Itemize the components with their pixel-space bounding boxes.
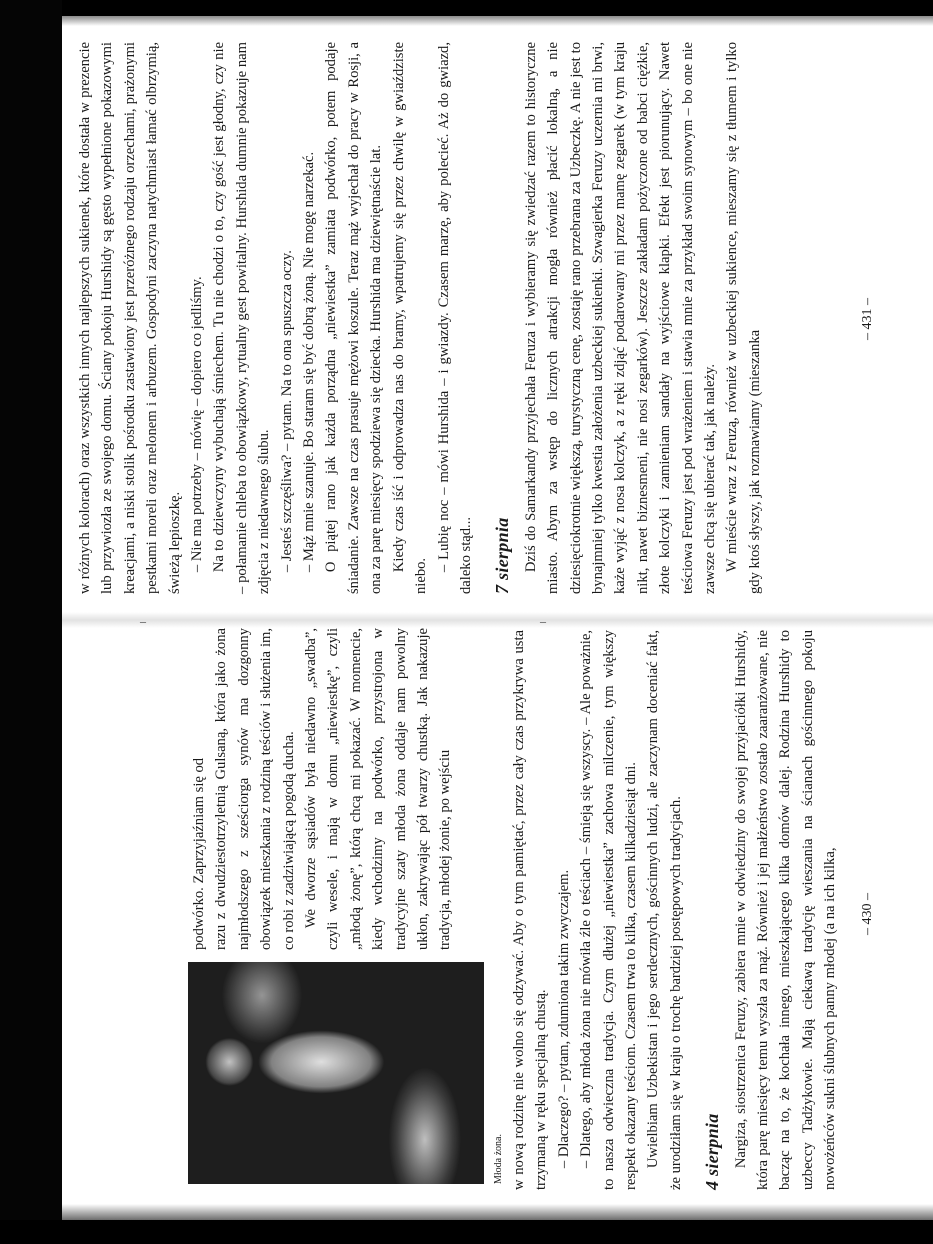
- bride-photo: [188, 962, 484, 1184]
- section-heading: 7 sierpnia: [492, 517, 513, 594]
- paragraph: – Dlatego, aby młoda żona nie mówiła źle o teściach – śmieją się wszyscy. – Ale poważnie, to nasza odwieczna tradycja. Czym dłużej „niewiestka” zachowa milczenie, tym większy respekt okazany teściom. Czasem trwa to kilka, czasem kilkadziesiąt dni.: [578, 630, 640, 1190]
- right-page-text: [74, 42, 766, 594]
- paragraph: – Jesteś szczęśliwa? – pytam. Na to ona spuszcza oczy.: [278, 250, 295, 573]
- paragraph-group: [730, 630, 842, 1190]
- paragraph: podwórko. Zaprzyjaźniam się od: [191, 757, 207, 950]
- paragraph: Dziś do Samarkandy przyjechała Feruza i wybieramy się zwiedzać razem to historyczne miasto. Abym za wstęp do licznych atrakcji mogła również płacić lokalną, a nie dziesięciokrotnie większą, turystyczną cenę, zostaję rano przebrana za Uzbeczkę. A nie jest to bynajmniej tylko kwestia założenia uzbeckiej sukienki. Szwagierka Feruzy uczernia mi brwi, każe wyjąć z nosa kolczyk, a z ręki zdjąć podarowany mi przez mamę zegarek (w tym kraju nikt, nawet biznesmeni, nie nosi zegarków). Jeszcze zakładam pożyczone od babci ciężkie, złote kolczyki i zamieniam sandały na wyjściowe klapki. Efekt jest piorunujący. Nawet teściowa Feruzy jest pod wrażeniem i stawia mnie za przykład swoim synowym – bo one nie zawsze chcą się ubierać tak, jak należy.: [522, 42, 718, 594]
- page-number: – 430 –: [860, 893, 875, 935]
- paragraph-group: [520, 42, 766, 594]
- scan-border-top: [0, 0, 933, 16]
- paragraph: Kiedy czas iść i odprowadza nas do bramy, wpatrujemy się przez chwilę w gwiaździste niebo.: [390, 42, 430, 594]
- scan-shadow-bottom: [62, 1204, 933, 1220]
- paragraph: Uwielbiam Uzbekistan i jego serdecznych, gościnnych ludzi, ale zaczynam doceniać fakt, że urodziłam się w kraju o trochę bardziej postępowych tradycjach.: [645, 630, 684, 1190]
- page-430: [70, 624, 920, 1204]
- left-wrap-text: [188, 628, 457, 950]
- binding-mark: –: [540, 614, 546, 628]
- rotated-spread: [70, 26, 920, 1204]
- left-bottom-text: [508, 630, 842, 1190]
- paragraph-group: [74, 42, 477, 594]
- paragraph: We dworze sąsiadów była niedawno „swadba”, czyli wesele, i mają w domu „niewiestkę”, czyli „młodą żonę”, którą chcą mi pokazać. W momencie, kiedy wchodzimy na podwórko, przystrojona w tradycyjne szaty młoda żona oddaje nam powolny ukłon, zakrywając pół twarzy chustką. Jak nakazuje tradycja, młodej żonie, po wejściu: [303, 628, 454, 950]
- paragraph: – Mąż mnie szanuje. Bo staram się być dobrą żoną. Nie mogę narzekać.: [301, 151, 318, 573]
- scan-shadow-top: [62, 16, 933, 26]
- scan-border-left: [0, 0, 62, 1244]
- photo-figure: [188, 962, 508, 1184]
- paragraph: razu z dwudziestotrzyletnią Gulsaną, która jako żona najmłodszego z sześciorga synów ma dozgonny obowiązek mieszkania z rodziną teściów i służenia im, co robi z zadziwiającą pogodą ducha.: [213, 628, 297, 950]
- paragraph: – Nie ma potrzeby – mówię – dopiero co jedliśmy.: [189, 276, 206, 573]
- photo-caption: Młoda żona.: [493, 1134, 504, 1184]
- paragraph: Nargiza, siostrzenica Feruzy, zabiera mnie w odwiedziny do swojej przyjaciółki Hurshidy, która parę miesięcy temu wyszła za mąż. Również i jej małżeństwo zostało zaaranżowane, nie bacząc na to, że kochała innego, mieszkającego kilka domów dalej. Rodzina Hurshidy to uzbeccy Tadżykowie. Mają ciekawą tradycję wieszania na ścianach gościnnego pokoju nowożeńców sukni ślubnych panny młodej (a na ich kilka,: [732, 630, 839, 1190]
- section-heading: 4 sierpnia: [702, 1113, 723, 1190]
- paragraph: W mieście wraz z Feruzą, również w uzbeckiej sukience, mieszamy się z tłumem i tylko gdy ktoś słyszy, jak rozmawiamy (mieszanka: [724, 42, 763, 594]
- paragraph: w różnych kolorach) oraz wszystkich innych najlepszych sukienek, które dostała w prezencie lub przywiozła ze swojego domu. Ściany pokoju Hurshidy są gęsto wypełnione pokazowymi kreacjami, a niski stolik pośrodku zastawiony jest przeróżnego rodzaju orzechami, prażonymi pestkami moreli oraz melonem i arbuzem. Gospodyni zaczyna natychmiast łamać olbrzymią, świeżą lepioszkę.: [77, 42, 183, 594]
- paragraph: – Dlaczego? – pytam, zdumiona takim zwyczajem.: [555, 869, 572, 1169]
- page-number: – 431 –: [860, 298, 875, 340]
- page-431: [70, 34, 920, 604]
- scan-border-bottom: [0, 1220, 933, 1244]
- paragraph: – Lubię noc – mówi Hurshida – i gwiazdy. Czasem marzę, aby polecieć. Aż do gwiazd, daleko stąd...: [435, 42, 474, 594]
- paragraph-group: [508, 630, 687, 1190]
- paragraph: w nową rodzinę nie wolno się odzywać. Aby o tym pamiętać, przez cały czas przykrywa usta trzymaną w ręku specjalną chustą.: [511, 630, 550, 1190]
- paragraph: Na to dziewczyny wybuchają śmiechem. Tu nie chodzi o to, czy gość jest głodny, czy nie – połamanie chleba to obowiązkowy, rytualny gest powitalny. Hurshida dumnie pokazuje nam zdjęcia z niedawnego ślubu.: [211, 42, 273, 594]
- paragraph: O piątej rano jak każda porządna „niewiestka” zamiata podwórko, potem podaje śniadanie. Zawsze na czas prasuje mężowi koszule. Teraz mąż wyjechał do pracy w Rosji, a ona za parę miesięcy spodziewa się dziecka. Hurshida ma dziewiętnaście lat.: [323, 42, 385, 594]
- binding-mark: –: [140, 614, 146, 628]
